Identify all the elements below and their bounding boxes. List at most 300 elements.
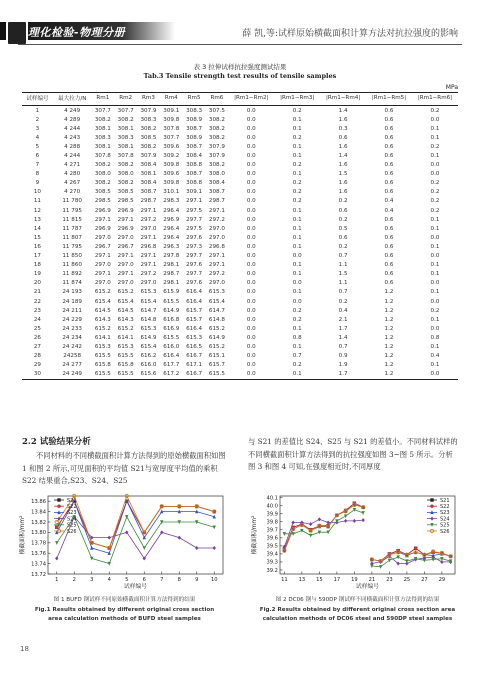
table-cell: 0.6	[338, 134, 348, 141]
paragraph-left: 不同材料的不同横截面积计算方法得到的原始横截面积如图 1 和图 2 所示,可见面积的平均值 S21与宽厚度平均值的乘积 S22 结果重合,S23、S24、S25	[22, 451, 226, 485]
table-cell: 0.2	[292, 180, 302, 187]
table-row	[22, 215, 458, 224]
table-cell: 0.8	[430, 334, 440, 341]
table-cell: 308.1	[117, 143, 134, 150]
table-cell: 24 193	[62, 289, 82, 296]
table-cell: 24258	[63, 353, 82, 360]
table-cell: 1	[35, 107, 40, 114]
data-point	[57, 498, 60, 501]
table-cell: 297.1	[186, 198, 203, 205]
table-cell: 297.6	[186, 234, 203, 241]
table-cell: 0.0	[246, 343, 256, 350]
table-cell: 308.7	[186, 125, 203, 132]
table-cell: 308.5	[94, 189, 111, 196]
y-tick-label: 39.4	[266, 551, 278, 558]
table-cell: 4	[35, 134, 40, 141]
table-cell: 309.6	[163, 171, 180, 178]
table-cell: 1.2	[384, 325, 394, 332]
y-tick-label: 39.7	[266, 527, 278, 534]
table-cell: 308.2	[117, 162, 134, 169]
table-cell: 0.0	[430, 280, 440, 287]
table-cell: 1.4	[338, 107, 348, 114]
th-d16: |Rm1−Rm6|	[412, 93, 458, 104]
table-cell: 0.0	[246, 280, 256, 287]
data-point	[361, 511, 364, 515]
table-row	[22, 133, 458, 142]
x-tick-label: 29	[438, 577, 446, 583]
x-tick-label: 21	[368, 577, 376, 583]
table-cell: 297.2	[208, 271, 225, 278]
table-cell: 297.1	[208, 253, 225, 260]
table-cell: 297.0	[140, 225, 157, 232]
th-rm5: Rm5	[183, 93, 206, 104]
table-cell: 307.7	[163, 134, 180, 141]
table-cell: 308.5	[117, 189, 134, 196]
table-cell: 308.9	[186, 134, 203, 141]
table-cell: 24 242	[62, 343, 82, 350]
table-cell: 24 277	[62, 362, 82, 369]
table-cell: 0.0	[246, 153, 256, 160]
table-cell: 0.1	[430, 243, 440, 250]
table-cell: 1.7	[320, 370, 366, 380]
table-cell: 309.8	[163, 162, 180, 169]
table-cell: 297.5	[186, 207, 203, 214]
y-tick-label: 13.84	[31, 509, 46, 516]
table-cell: 1.6	[338, 162, 348, 169]
table-cell: 297.0	[208, 280, 225, 287]
table-cell: 1.6	[338, 143, 348, 150]
table-cell: 296.9	[94, 225, 111, 232]
table-row	[22, 242, 458, 251]
table-cell: 308.5	[140, 134, 157, 141]
table-cell: 0.1	[292, 262, 302, 269]
table-row	[22, 106, 458, 116]
table-cell: 4 267	[64, 180, 81, 187]
table-cell: 297.0	[208, 225, 225, 232]
table-cell: 0.0	[246, 325, 256, 332]
table-cell: 615.5	[206, 370, 229, 380]
table-cell: 615.2	[94, 289, 111, 296]
table-cell: 615.9	[163, 289, 180, 296]
table-cell: 615.2	[208, 325, 225, 332]
table-cell: 617.2	[160, 370, 183, 380]
table-row	[22, 333, 458, 342]
x-tick-label: 27	[421, 577, 428, 583]
table-cell: 616.4	[186, 298, 203, 305]
table-cell: 297.0	[94, 262, 111, 269]
data-point	[309, 534, 312, 538]
journal-name: 理化检验-物理分册	[28, 26, 126, 39]
table-cell: 0.0	[412, 370, 458, 380]
table-cell: 308.9	[186, 116, 203, 123]
table-cell: 0.2	[430, 143, 440, 150]
table-cell: 0.6	[384, 216, 394, 223]
table-cell: 0.2	[292, 162, 302, 169]
table-cell: 1.2	[384, 289, 394, 296]
table-cell: 308.1	[94, 125, 111, 132]
table-cell: 0.0	[246, 198, 256, 205]
y-tick-label: 39.8	[266, 519, 278, 526]
table-cell: 1.2	[384, 353, 394, 360]
table-cell: 0.2	[338, 298, 348, 305]
table-cell: 309.8	[163, 180, 180, 187]
figure-1-caption-en-2: area calculation methods of BUFD steel samples	[48, 616, 201, 622]
table-cell: 297.0	[117, 234, 134, 241]
table-cell: 19	[33, 271, 41, 278]
legend-label: S24	[440, 516, 450, 523]
x-tick-label: 13	[298, 577, 306, 583]
table-cell: 616.2	[140, 353, 157, 360]
table-cell: 615.2	[94, 325, 111, 332]
table-cell: 296.8	[208, 243, 225, 250]
th-rm4: Rm4	[160, 93, 183, 104]
table-cell: 308.3	[117, 134, 134, 141]
data-point	[353, 519, 356, 523]
x-tick-label: 15	[316, 577, 323, 583]
table-cell: 297.0	[117, 280, 134, 287]
page-header	[0, 0, 480, 50]
table-row	[22, 315, 458, 324]
table-cell: 4 289	[64, 116, 81, 123]
th-force: 最大拉力/N	[53, 93, 92, 104]
table-cell: 307.5	[208, 107, 225, 114]
y-tick-label: 13.72	[31, 571, 46, 578]
table-cell: 307.8	[163, 125, 180, 132]
table-cell: 0.0	[246, 107, 256, 114]
table-cell: 1.5	[338, 171, 348, 178]
x-tick-label: 10	[210, 577, 218, 583]
table-cell: 1.4	[338, 334, 348, 341]
table-cell: 1.6	[338, 189, 348, 196]
data-point	[430, 498, 433, 501]
table-cell: 11 780	[62, 198, 82, 205]
table-cell: 11 860	[62, 262, 82, 269]
table-cell: 0.8	[292, 334, 302, 341]
table-cell: 1.7	[338, 325, 348, 332]
table-cell: 297.6	[186, 262, 203, 269]
table-cell: 615.5	[94, 353, 111, 360]
y-tick-label: 13.78	[31, 540, 46, 547]
table-cell: 614.5	[117, 307, 134, 314]
y-tick-label: 39.3	[266, 559, 278, 566]
table-cell: 0.1	[430, 262, 440, 269]
table-cell: 1.2	[384, 334, 394, 341]
table-cell: 0.6	[384, 125, 394, 132]
header-rule	[18, 44, 462, 45]
table-cell: 0.0	[246, 180, 256, 187]
table-cell: 4 244	[64, 153, 81, 160]
table-cell: 0.2	[292, 307, 302, 314]
th-d15: |Rm1−Rm5|	[366, 93, 412, 104]
table-cell: 4 271	[64, 162, 81, 169]
table-cell: 0.6	[384, 280, 394, 287]
table-cell: 296.7	[94, 243, 111, 250]
table-cell: 0.1	[274, 370, 320, 380]
table-cell: 1.1	[338, 262, 348, 269]
table-cell: 9	[35, 180, 40, 187]
y-tick-label: 39.9	[266, 511, 278, 518]
table-row	[22, 297, 458, 306]
table-cell: 308.7	[140, 189, 157, 196]
series-line-s24	[57, 517, 215, 559]
table-cell: 614.8	[140, 316, 157, 323]
table-cell: 296.8	[140, 243, 157, 250]
table-cell: 616.7	[183, 370, 206, 380]
th-d13: |Rm1−Rm3|	[274, 93, 320, 104]
table-cell: 0.6	[384, 153, 394, 160]
table-cell: 297.1	[94, 253, 111, 260]
table-cell: 0.6	[384, 262, 394, 269]
table-cell: 615.2	[117, 325, 134, 332]
table-cell: 11 892	[62, 271, 82, 278]
table-cell: 615.3	[117, 343, 134, 350]
table-cell: 309.2	[163, 153, 180, 160]
table-cell: 614.8	[208, 316, 225, 323]
table-cell: 0.0	[246, 125, 256, 132]
table-cell: 616.0	[140, 362, 157, 369]
table-cell: 0.7	[338, 253, 348, 260]
paragraph-right: 与 S21 的差值比 S24、S25 与 S21 的差值小。不同材料试样的不同横截面积计算方法得到的抗拉强度如图 3~图 5 所示。分析图 3 和图 4 可知,在强度相近时,不同厚度	[248, 437, 458, 471]
table-cell: 307.9	[208, 143, 225, 150]
table-cell: 14	[33, 225, 41, 232]
data-point	[108, 562, 111, 566]
table-cell: 1.2	[384, 316, 394, 323]
table-cell: 1.5	[338, 271, 348, 278]
table-cell: 296.9	[117, 207, 134, 214]
table-cell: 0.6	[384, 107, 394, 114]
table-cell: 614.1	[117, 334, 134, 341]
th-d14: |Rm1−Rm4|	[320, 93, 366, 104]
table-cell: 307.8	[94, 153, 111, 160]
table-cell: 24	[33, 316, 41, 323]
table-cell: 616.0	[163, 343, 180, 350]
table-cell: 0.2	[430, 198, 440, 205]
table-cell: 1.9	[338, 362, 348, 369]
table-cell: 0.0	[430, 162, 440, 169]
data-point	[318, 517, 321, 521]
table-cell: 0.0	[246, 116, 256, 123]
table-cell: 296.4	[163, 234, 180, 241]
table-cell: 11 787	[62, 225, 82, 232]
table-cell: 0.2	[292, 107, 302, 114]
table-cell: 25	[33, 325, 41, 332]
table-unit: MPa	[445, 84, 458, 91]
table-cell: 0.1	[430, 125, 440, 132]
table-cell: 0.1	[430, 316, 440, 323]
figure-1-caption-en-1: Fig.1 Results obtained by different original cross section	[34, 607, 215, 613]
table-cell: 614.5	[94, 307, 111, 314]
table-cell: 617.1	[186, 362, 203, 369]
table-cell: 296.9	[94, 207, 111, 214]
table-cell: 297.0	[208, 234, 225, 241]
table-cell: 24 249	[53, 370, 92, 380]
table-cell: 297.1	[117, 216, 134, 223]
table-cell: 308.7	[208, 189, 225, 196]
table-cell: 0.1	[292, 325, 302, 332]
table-row	[22, 361, 458, 370]
table-cell: 0.2	[292, 362, 302, 369]
table-cell: 0.2	[292, 198, 302, 205]
table-cell: 18	[33, 262, 41, 269]
table-cell: 0.0	[246, 143, 256, 150]
table-cell: 27	[33, 343, 41, 350]
table-cell: 0.0	[430, 298, 440, 305]
table-cell: 307.9	[208, 153, 225, 160]
table-cell: 616.9	[163, 325, 180, 332]
table-cell: 308.3	[94, 134, 111, 141]
x-tick-label: 11	[281, 577, 288, 583]
table-cell: 0.1	[292, 225, 302, 232]
table-cell: 0.3	[338, 125, 348, 132]
table-cell: 12	[33, 207, 41, 214]
table-cell: 16	[33, 243, 41, 250]
y-tick-label: 13.86	[31, 499, 46, 505]
figure-1	[18, 490, 233, 590]
data-point	[344, 519, 347, 523]
table-caption-cn: 表 3 拉伸试样抗拉强度测试结果	[193, 63, 287, 71]
table-cell: 616.4	[186, 289, 203, 296]
table-cell: 297.1	[208, 262, 225, 269]
legend-label: S23	[67, 510, 77, 517]
x-tick-label: 1	[55, 577, 59, 583]
table-cell: 617.7	[163, 362, 180, 369]
table-cell: 616.8	[163, 316, 180, 323]
table-cell: 0.1	[430, 343, 440, 350]
table-cell: 0.0	[246, 307, 256, 314]
table-cell: 0.1	[430, 271, 440, 278]
table-cell: 308.2	[140, 125, 157, 132]
table-cell: 310.1	[163, 189, 180, 196]
figure-2	[250, 490, 465, 590]
table-cell: 615.8	[117, 362, 134, 369]
table-cell: 307.8	[117, 153, 134, 160]
table-cell: 615.6	[137, 370, 160, 380]
table-cell: 0.2	[338, 216, 348, 223]
table-cell: 308.0	[94, 171, 111, 178]
table-cell: 28	[33, 353, 41, 360]
table-cell: 29	[33, 362, 41, 369]
table-cell: 0.2	[430, 307, 440, 314]
table-cell: 17	[33, 253, 41, 260]
table-cell: 616.7	[186, 353, 203, 360]
table-cell: 308.2	[117, 180, 134, 187]
table-row	[22, 306, 458, 315]
table-cell: 1.2	[384, 343, 394, 350]
table-cell: 0.0	[246, 353, 256, 360]
table-cell: 0.0	[246, 189, 256, 196]
table-cell: 615.3	[94, 343, 111, 350]
table-cell: 615.4	[140, 343, 157, 350]
table-cell: 0.1	[292, 216, 302, 223]
table-cell: 615.2	[117, 289, 134, 296]
table-cell: 0.2	[292, 134, 302, 141]
x-tick-label: 4	[107, 577, 111, 583]
table-cell: 11 795	[62, 207, 82, 214]
table-row	[22, 352, 458, 361]
table-cell: 615.4	[140, 298, 157, 305]
table-row	[22, 288, 458, 297]
table-cell: 298.5	[117, 198, 134, 205]
table-row	[22, 142, 458, 151]
table-row	[22, 324, 458, 333]
table-cell: 11 807	[62, 234, 82, 241]
table-cell: 614.1	[94, 334, 111, 341]
table-cell: 0.0	[430, 253, 440, 260]
y-tick-label: 39.6	[266, 535, 278, 542]
table-cell: 0.1	[292, 289, 302, 296]
table-cell: 308.2	[208, 162, 225, 169]
y-tick-label: 39.5	[266, 543, 278, 550]
table-row	[22, 270, 458, 279]
table-cell: 614.9	[140, 334, 157, 341]
table-row	[22, 252, 458, 261]
table-cell: 297.2	[208, 216, 225, 223]
table-cell: 0.0	[292, 298, 302, 305]
table-cell: 615.1	[208, 353, 225, 360]
table-cell: 615.4	[208, 298, 225, 305]
data-point	[388, 559, 391, 563]
table-cell: 0.6	[384, 162, 394, 169]
table-cell: 308.8	[186, 162, 203, 169]
table-cell: 0.0	[246, 362, 256, 369]
table-cell: 0.1	[430, 225, 440, 232]
table-cell: 308.3	[140, 116, 157, 123]
table-cell: 0.1	[292, 234, 302, 241]
table-cell: 308.1	[94, 143, 111, 150]
table-cell: 308.0	[117, 171, 134, 178]
table-cell: 0.0	[246, 162, 256, 169]
table-cell: 2	[35, 116, 40, 123]
table-cell: 615.3	[140, 325, 157, 332]
table-cell: 298.1	[163, 280, 180, 287]
table-cell: 30	[22, 370, 53, 380]
table-cell: 1.4	[338, 153, 348, 160]
x-axis-label: 试样编号	[355, 584, 380, 590]
legend-label: S25	[440, 522, 450, 529]
table-cell: 21	[33, 289, 41, 296]
plot-frame	[280, 496, 455, 574]
table-row	[22, 206, 458, 215]
table-cell: 22	[33, 298, 41, 305]
table-cell: 0.7	[292, 353, 302, 360]
table-cell: 298.7	[140, 198, 157, 205]
table-cell: 11 850	[62, 253, 82, 260]
table-cell: 308.2	[208, 134, 225, 141]
table-cell: 20	[33, 280, 41, 287]
table-cell: 1.2	[366, 370, 412, 380]
table-cell: 308.2	[94, 162, 111, 169]
table-cell: 24 189	[62, 298, 82, 305]
table-row	[22, 161, 458, 170]
table-cell: 11 795	[62, 243, 82, 250]
figure-2-chart	[250, 490, 465, 590]
table-cell: 0.2	[430, 180, 440, 187]
table-cell: 0.4	[384, 207, 394, 214]
table-cell: 616.4	[163, 353, 180, 360]
legend-label: S24	[67, 516, 77, 523]
table-cell: 0.0	[246, 134, 256, 141]
table-cell: 296.9	[163, 216, 180, 223]
table-cell: 0.0	[228, 370, 274, 380]
table-cell: 0.4	[384, 198, 394, 205]
table-cell: 308.2	[208, 116, 225, 123]
table-cell: 308.4	[186, 153, 203, 160]
table-row	[22, 188, 458, 197]
table-cell: 308.4	[208, 180, 225, 187]
table-cell: 615.8	[94, 362, 111, 369]
legend-label: S26	[67, 528, 77, 535]
table-caption-en: Tab.3 Tensile strength test results of tensile samples	[143, 72, 337, 80]
